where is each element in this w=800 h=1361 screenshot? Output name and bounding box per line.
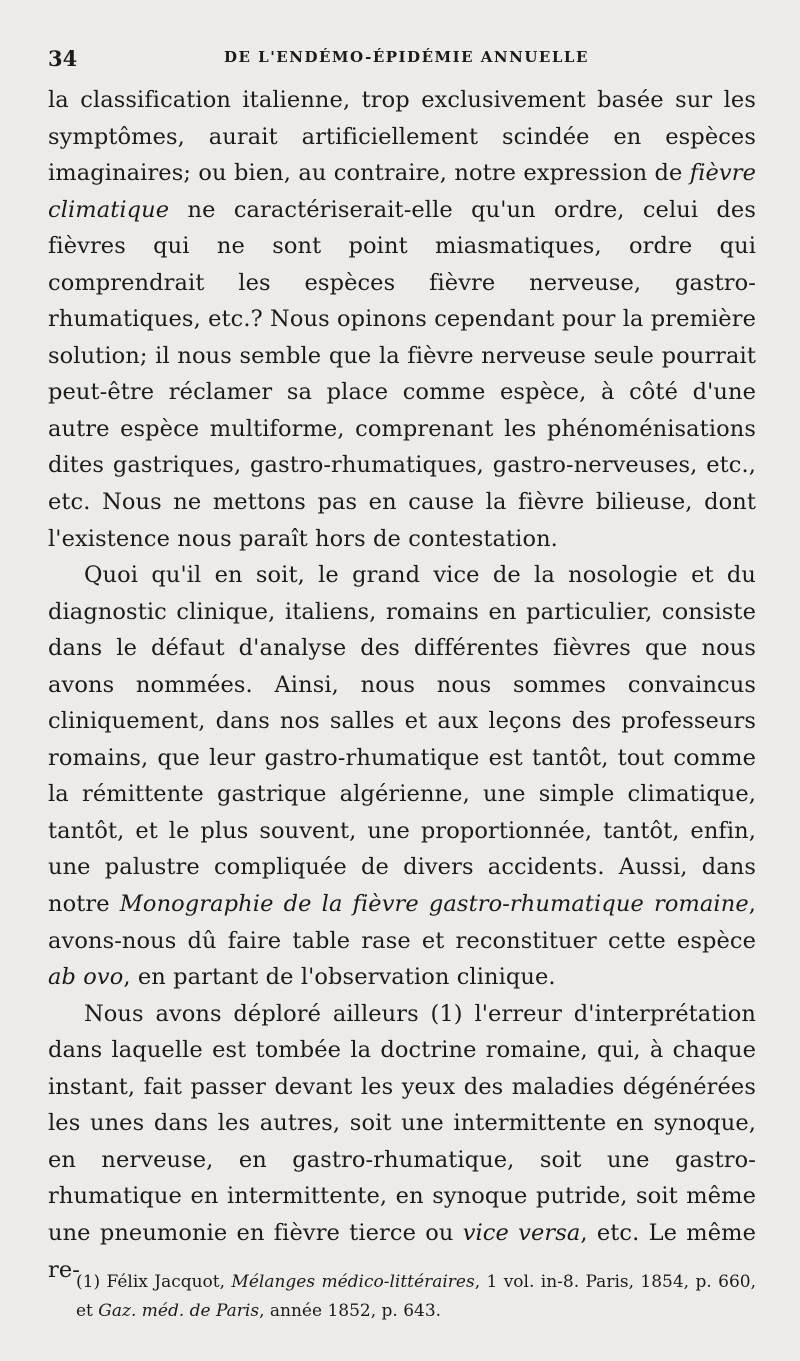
page-number: 34 xyxy=(48,46,78,71)
text-segment: Quoi qu'il en soit, le grand vice de la nosologie et du diagnostic clinique, italiens, romains en particulier, consiste dans le défaut d'analyse des différentes fièvres que nous avons nommées. Ainsi, nous nous sommes convaincus cliniquement, dans nos salles et aux leçons des professeurs romains, que leur gastro-rhumatique est tantôt, tout comme la rémittente gastrique algérienne, une simple climatique, tantôt, et le plus souvent, une proportionnée, tantôt, enfin, une palustre compliquée de divers accidents. Aussi, dans notre xyxy=(48,562,756,918)
text-segment: , année 1852, p. 643. xyxy=(259,1301,442,1321)
text-segment: , etc. Le même re- xyxy=(48,1219,756,1283)
running-head xyxy=(48,42,756,82)
body-text xyxy=(48,82,756,1288)
italic-text-segment: Monographie de la fièvre gastro-rhumatique romaine xyxy=(119,891,749,918)
italic-text-segment: ab ovo xyxy=(48,964,124,991)
text-segment: , en partant de l'observation clinique. xyxy=(123,964,556,991)
italic-text-segment: Gaz. méd. de Paris xyxy=(98,1301,260,1321)
text-segment: , avons-nous dû faire table rase et reconstituer cette espèce xyxy=(48,891,757,954)
running-head-title: DE L'ENDÉMO-ÉPIDÉMIE ANNUELLE xyxy=(224,48,589,66)
italic-text-segment: fièvre climatique xyxy=(48,160,756,223)
text-segment: , 1 vol. in-8. Paris, 1854, p. 660, et xyxy=(76,1272,756,1321)
footnote xyxy=(48,1268,756,1326)
paragraph-3 xyxy=(48,996,756,1288)
paragraph-2 xyxy=(48,557,756,996)
footnote-1 xyxy=(48,1268,756,1326)
text-segment: ne caractériserait-elle qu'un ordre, celui des fièvres qui ne sont point miasmatiques, ordre qui comprendrait les espèces fièvre nerveuse, gastro-rhumatiques, etc.? Nous opinons cependant pour la première solution; il nous semble que la fièvre nerveuse seule pourrait peut-être réclamer sa place comme espèce, à côté d'une autre espèce multiforme, comprenant les phénoménisations dites gastriques, gastro-rhumatiques, gastro-nerveuses, etc., etc. Nous ne mettons pas en cause la fièvre bilieuse, dont l'existence nous paraît hors de contestation. xyxy=(48,196,756,552)
text-segment: la classification italienne, trop exclusivement basée sur les symptômes, aurait artificiellement scindée en espèces imaginaires; ou bien, au contraire, notre expression de xyxy=(48,87,756,187)
text-segment: (1) Félix Jacquot, xyxy=(76,1272,232,1292)
paragraph-1 xyxy=(48,82,756,557)
text-segment: Nous avons déploré ailleurs (1) l'erreur d'interprétation dans laquelle est tombée la doctrine romaine, qui, à chaque instant, fait passer devant les yeux des maladies dégénérées les unes dans les autres, soit une intermittente en synoque, en nerveuse, en gastro-rhumatique, soit une gastro-rhumatique en intermittente, en synoque putride, soit même une pneumonie en fièvre tierce ou xyxy=(48,1000,756,1246)
italic-text-segment: Mélanges médico-littéraires xyxy=(231,1272,475,1292)
italic-text-segment: vice versa xyxy=(462,1219,581,1246)
